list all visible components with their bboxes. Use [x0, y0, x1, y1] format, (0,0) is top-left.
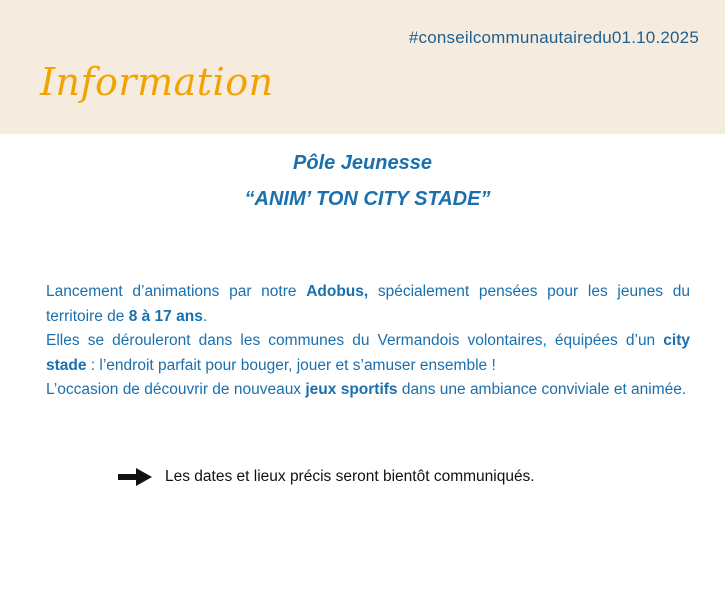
text-span: .: [202, 307, 208, 325]
title-line-2: “ANIM’ TON CITY STADE”: [244, 188, 491, 210]
text-span: spécialement pensées pour les jeunes du territoire de: [46, 283, 690, 325]
text-span: L’occasion de découvrir de nouveaux: [46, 381, 306, 398]
paragraph-2: [46, 329, 690, 378]
hashtag: #conseilcommunautairedu01.10.2025: [408, 28, 699, 47]
title-line-1: Pôle Jeunesse: [293, 152, 432, 174]
header-banner: [0, 0, 725, 134]
bold-adobus: Adobus,: [306, 283, 369, 300]
text-span: : l’endroit parfait pour bouger, jouer et s’amuser ensemble !: [86, 356, 496, 374]
bold-age-range: 8 à 17 ans: [128, 307, 203, 325]
text-span: Elles se dérouleront dans les communes du Vermandois volontaires, équipées d’un: [46, 332, 664, 349]
bold-city-stade: city stade: [46, 332, 690, 374]
bold-jeux-sportifs: jeux sportifs: [305, 381, 398, 398]
section-title: Information: [40, 60, 274, 104]
note-text: Les dates et lieux précis seront bientôt communiqués.: [165, 468, 535, 485]
paragraph-1: [46, 280, 690, 329]
paragraph-3: [46, 378, 690, 403]
body-text: [46, 280, 690, 403]
note: [118, 468, 535, 486]
arrow-right-icon: [118, 468, 152, 486]
text-span: Lancement d’animations par notre: [46, 283, 307, 300]
page-title: [0, 150, 725, 212]
text-span: dans une ambiance conviviale et animée.: [397, 381, 687, 398]
